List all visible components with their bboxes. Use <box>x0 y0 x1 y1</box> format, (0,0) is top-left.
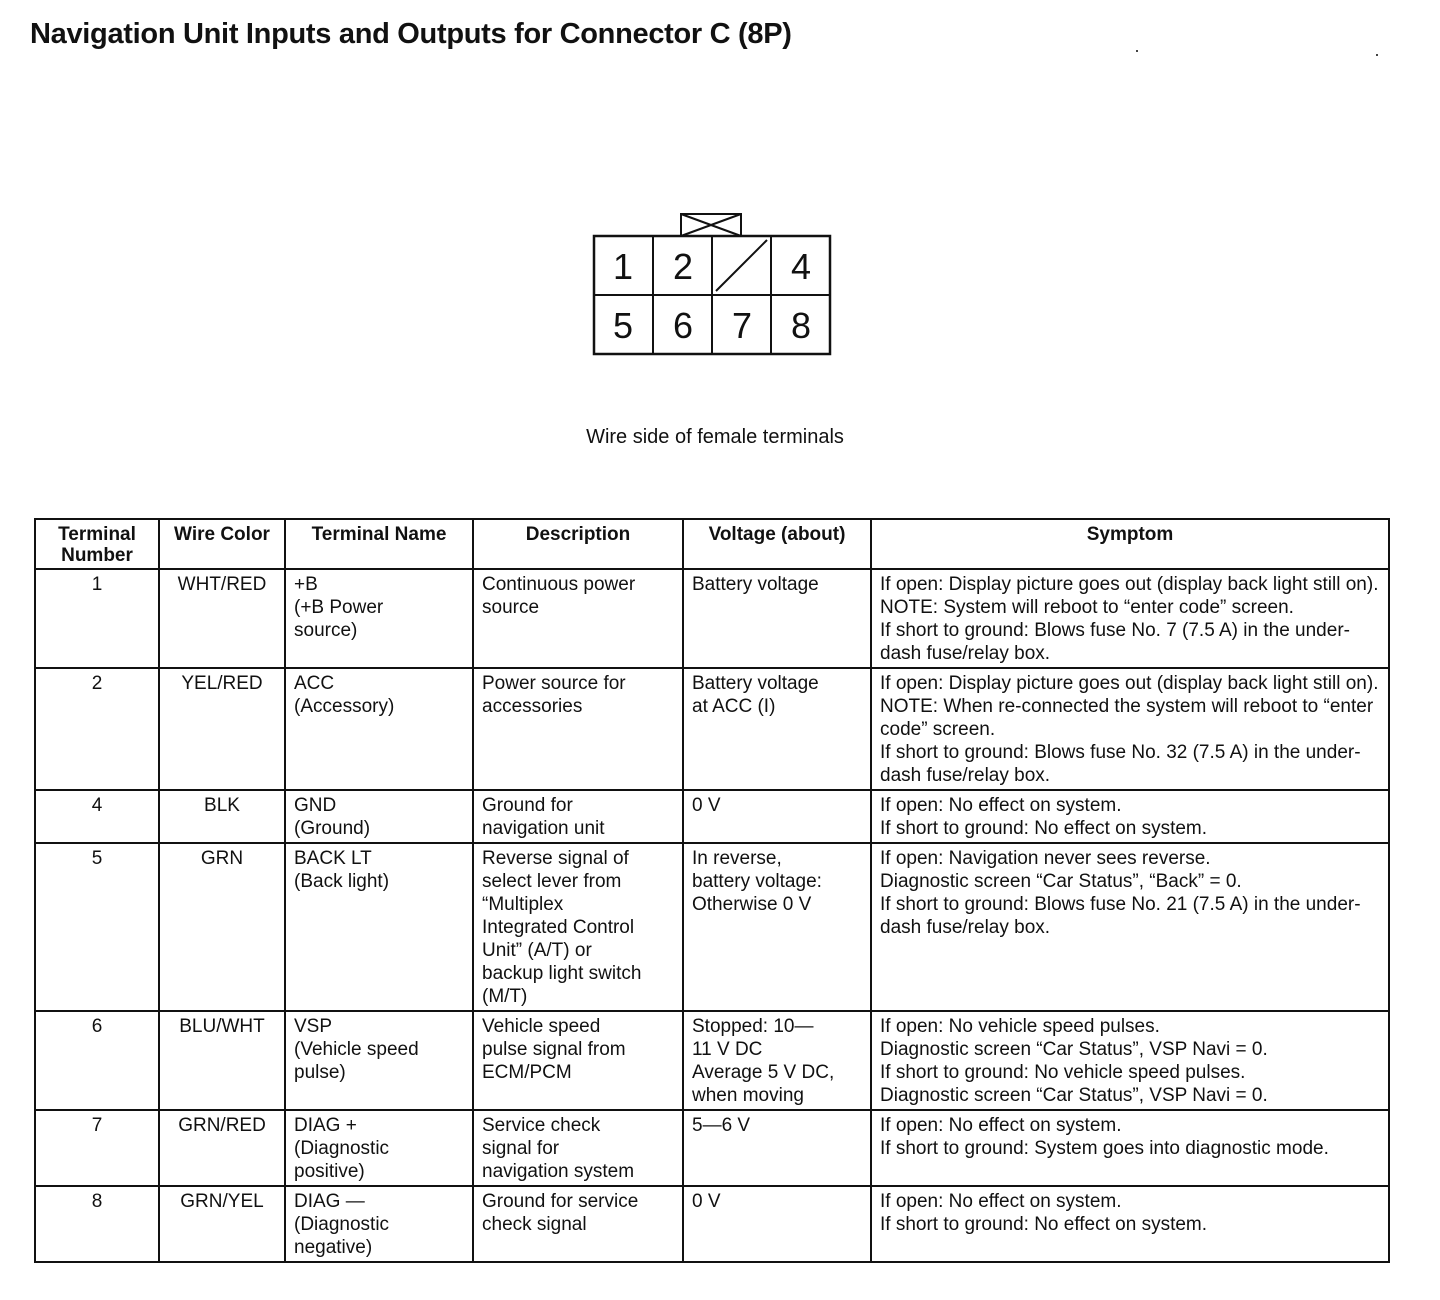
table-header-row <box>35 519 1389 569</box>
symptom-line: If open: No effect on system. <box>880 1115 1122 1136</box>
terminal-name-line: (Diagnostic <box>294 1214 390 1235</box>
description-line: Reverse signal of <box>482 848 629 869</box>
description-cell <box>473 1110 683 1186</box>
description-line: navigation system <box>482 1161 635 1182</box>
terminal-number-cell: 1 <box>35 569 159 668</box>
description-line: Unit” (A/T) or <box>482 940 592 961</box>
terminal-5-label: 5 <box>612 305 634 346</box>
description-line: Ground for <box>482 795 573 816</box>
wire-color-cell: WHT/RED <box>159 569 285 668</box>
voltage-line: 11 V DC <box>692 1039 763 1060</box>
terminal-name-line: DIAG — <box>294 1191 365 1212</box>
symptom-line: Diagnostic screen “Car Status”, “Back” = 0. <box>880 871 1242 892</box>
description-cell <box>473 843 683 1011</box>
symptom-line: If short to ground: No effect on system. <box>880 818 1208 839</box>
terminal-number-cell: 4 <box>35 790 159 843</box>
terminal-number-cell: 6 <box>35 1011 159 1110</box>
terminal-name-cell <box>285 668 473 790</box>
description-line: Continuous power <box>482 574 636 595</box>
terminal-name-line: (+B Power <box>294 597 384 618</box>
voltage-line: Battery voltage <box>692 673 819 694</box>
symptom-cell <box>871 668 1389 790</box>
description-cell <box>473 569 683 668</box>
terminal-number-cell: 7 <box>35 1110 159 1186</box>
wire-color-cell: BLK <box>159 790 285 843</box>
wire-color-cell: YEL/RED <box>159 668 285 790</box>
description-line: Ground for service <box>482 1191 639 1212</box>
symptom-line: Diagnostic screen “Car Status”, VSP Navi = 0. <box>880 1085 1268 1106</box>
description-line: navigation unit <box>482 818 605 839</box>
table-row <box>35 569 1389 668</box>
description-line: Integrated Control <box>482 917 635 938</box>
header-wire-color: Wire Color <box>159 519 285 569</box>
terminal-name-line: negative) <box>294 1237 373 1258</box>
terminal-name-cell <box>285 843 473 1011</box>
header-symptom: Symptom <box>871 519 1389 569</box>
description-line: Vehicle speed <box>482 1016 601 1037</box>
voltage-line: 0 V <box>692 795 721 816</box>
terminal-name-cell <box>285 569 473 668</box>
header-voltage: Voltage (about) <box>683 519 871 569</box>
description-line: backup light switch <box>482 963 642 984</box>
terminal-name-cell <box>285 1011 473 1110</box>
terminal-name-line: (Back light) <box>294 871 390 892</box>
symptom-line: NOTE: System will reboot to “enter code” screen. <box>880 597 1294 618</box>
voltage-line: In reverse, <box>692 848 782 869</box>
terminal-1-label: 1 <box>612 246 634 287</box>
terminal-name-line: DIAG + <box>294 1115 357 1136</box>
table-body <box>35 569 1389 1262</box>
voltage-cell <box>683 668 871 790</box>
table-row <box>35 1186 1389 1262</box>
scan-speck <box>1136 50 1138 52</box>
terminal-name-line: (Ground) <box>294 818 371 839</box>
symptom-line: Diagnostic screen “Car Status”, VSP Navi = 0. <box>880 1039 1268 1060</box>
description-cell <box>473 1011 683 1110</box>
description-line: Power source for <box>482 673 626 694</box>
voltage-cell <box>683 843 871 1011</box>
description-cell <box>473 668 683 790</box>
wire-color-cell: GRN/RED <box>159 1110 285 1186</box>
voltage-cell <box>683 1011 871 1110</box>
symptom-line: If open: No effect on system. <box>880 795 1122 816</box>
voltage-line: when moving <box>692 1085 804 1106</box>
terminal-name-line: pulse) <box>294 1062 346 1083</box>
description-line: pulse signal from <box>482 1039 626 1060</box>
terminal-name-line: (Vehicle speed <box>294 1039 419 1060</box>
terminal-number-cell: 2 <box>35 668 159 790</box>
terminal-name-line: BACK LT <box>294 848 372 869</box>
description-line: signal for <box>482 1138 560 1159</box>
description-cell <box>473 790 683 843</box>
voltage-line: Average 5 V DC, <box>692 1062 835 1083</box>
voltage-line: battery voltage: <box>692 871 822 892</box>
page-title: Navigation Unit Inputs and Outputs for Connector C (8P) <box>30 18 792 50</box>
terminal-6-label: 6 <box>672 305 694 346</box>
voltage-line: at ACC (I) <box>692 696 776 717</box>
symptom-line: If open: No vehicle speed pulses. <box>880 1016 1160 1037</box>
connector-caption: Wire side of female terminals <box>586 426 844 448</box>
terminal-name-line: VSP <box>294 1016 333 1037</box>
table-row <box>35 843 1389 1011</box>
symptom-cell <box>871 790 1389 843</box>
voltage-line: Battery voltage <box>692 574 819 595</box>
table-row <box>35 1011 1389 1110</box>
voltage-line: 0 V <box>692 1191 721 1212</box>
voltage-line: 5—6 V <box>692 1115 751 1136</box>
description-line: “Multiplex <box>482 894 564 915</box>
header-terminal-name: Terminal Name <box>285 519 473 569</box>
terminal-number-cell: 5 <box>35 843 159 1011</box>
symptom-line: If short to ground: Blows fuse No. 7 (7.5 A) in the under-dash fuse/relay box. <box>880 620 1350 664</box>
symptom-cell <box>871 1011 1389 1110</box>
terminal-name-cell <box>285 790 473 843</box>
symptom-line: If open: Navigation never sees reverse. <box>880 848 1211 869</box>
voltage-cell <box>683 1110 871 1186</box>
symptom-line: If short to ground: No vehicle speed pulses. <box>880 1062 1246 1083</box>
symptom-line: If short to ground: System goes into diagnostic mode. <box>880 1138 1329 1159</box>
description-line: ECM/PCM <box>482 1062 572 1083</box>
description-line: source <box>482 597 540 618</box>
symptom-cell <box>871 843 1389 1011</box>
terminal-7-label: 7 <box>731 305 753 346</box>
header-terminal-number: Terminal Number <box>35 519 159 569</box>
voltage-cell <box>683 569 871 668</box>
description-cell <box>473 1186 683 1262</box>
symptom-line: If open: No effect on system. <box>880 1191 1122 1212</box>
terminal-name-cell <box>285 1110 473 1186</box>
symptom-line: If open: Display picture goes out (display back light still on). <box>880 673 1379 694</box>
connector-lock-tab <box>681 214 741 236</box>
terminal-name-line: (Accessory) <box>294 696 395 717</box>
symptom-cell <box>871 1186 1389 1262</box>
symptom-line: NOTE: When re-connected the system will reboot to “enter code” screen. <box>880 696 1374 740</box>
wire-color-cell: BLU/WHT <box>159 1011 285 1110</box>
terminal-name-line: source) <box>294 620 358 641</box>
description-line: accessories <box>482 696 583 717</box>
wire-color-cell: GRN <box>159 843 285 1011</box>
voltage-cell <box>683 790 871 843</box>
terminal-8-label: 8 <box>790 305 812 346</box>
symptom-cell <box>871 569 1389 668</box>
table-row <box>35 790 1389 843</box>
terminal-name-line: +B <box>294 574 318 595</box>
io-table <box>34 518 1390 1263</box>
voltage-line: Stopped: 10— <box>692 1016 814 1037</box>
terminal-number-cell: 8 <box>35 1186 159 1262</box>
terminal-name-cell <box>285 1186 473 1262</box>
header-description: Description <box>473 519 683 569</box>
description-line: Service check <box>482 1115 601 1136</box>
terminal-name-line: (Diagnostic <box>294 1138 390 1159</box>
terminal-name-line: GND <box>294 795 337 816</box>
scan-speck <box>1376 54 1378 56</box>
description-line: select lever from <box>482 871 622 892</box>
voltage-line: Otherwise 0 V <box>692 894 812 915</box>
wire-color-cell: GRN/YEL <box>159 1186 285 1262</box>
terminal-name-line: positive) <box>294 1161 365 1182</box>
description-line: check signal <box>482 1214 587 1235</box>
symptom-line: If open: Display picture goes out (display back light still on). <box>880 574 1379 595</box>
symptom-cell <box>871 1110 1389 1186</box>
voltage-cell <box>683 1186 871 1262</box>
symptom-line: If short to ground: Blows fuse No. 21 (7.5 A) in the under-dash fuse/relay box. <box>880 894 1361 938</box>
description-line: (M/T) <box>482 986 528 1007</box>
terminal-4-label: 4 <box>790 246 812 287</box>
terminal-2-label: 2 <box>672 246 694 287</box>
connector-diagram <box>592 212 836 358</box>
symptom-line: If short to ground: No effect on system. <box>880 1214 1208 1235</box>
symptom-line: If short to ground: Blows fuse No. 32 (7.5 A) in the under-dash fuse/relay box. <box>880 742 1361 786</box>
table-row <box>35 1110 1389 1186</box>
table-row <box>35 668 1389 790</box>
terminal-name-line: ACC <box>294 673 335 694</box>
